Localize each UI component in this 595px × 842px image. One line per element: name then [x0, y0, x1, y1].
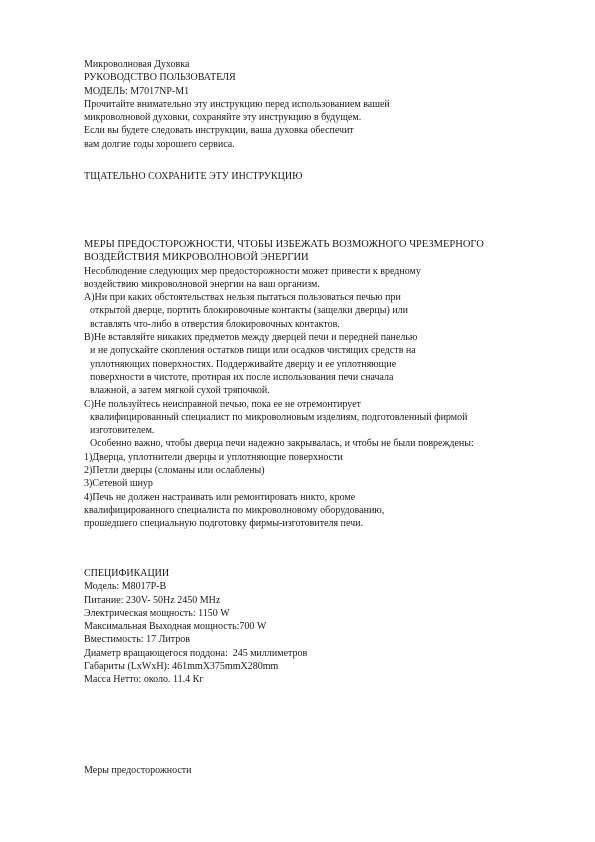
precautions-line: квалифицированного специалиста по микроволновому оборудованию,	[84, 504, 385, 516]
precautions-line: и не допускайте скопления остатков пищи или осадков чистящих средств на	[90, 345, 416, 357]
precautions-line: влажной, а затем мягкой сухой тряпочкой.	[90, 385, 270, 397]
spec-line: Вместимость: 17 Литров	[84, 634, 190, 646]
precautions-title-line: МЕРЫ ПРЕДОСТОРОЖНОСТИ, ЧТОБЫ ИЗБЕЖАТЬ ВОЗМОЖНОГО ЧРЕЗМЕРНОГО	[84, 239, 484, 250]
specs-title: СПЕЦИФИКАЦИИ	[84, 568, 170, 579]
precautions-title-line: ВОЗДЕЙСТВИЯ МИКРОВОЛНОВОЙ ЭНЕРГИИ	[84, 252, 309, 264]
precautions-line: вставлять что-либо в отверстия блокировочных контактов.	[90, 318, 340, 330]
header-line: Если вы будете следовать инструкции, ваша духовка обеспечит	[84, 125, 354, 137]
precautions-line: прошедшего специальную подготовку фирмы-изготовителя печи.	[84, 518, 364, 530]
spec-line: Электрическая мощность: 1150 W	[84, 607, 230, 619]
precautions-line: 4)Печь не должен настраивать или ремонтировать никто, кроме	[84, 491, 356, 503]
header-line: вам долгие годы хорошего сервиса.	[84, 138, 235, 150]
precautions-section	[84, 238, 574, 531]
specs-body	[84, 580, 574, 686]
save-notice: ТЩАТЕЛЬНО СОХРАНИТЕ ЭТУ ИНСТРУКЦИЮ	[84, 171, 303, 182]
spec-line: Габариты (LxWxH): 461mmX375mmX280mm	[84, 661, 279, 673]
precautions-line: Особенно важно, чтобы дверца печи надежно закрывалась, и чтобы не были повреждены:	[90, 438, 474, 450]
footer-heading: Меры предосторожности	[84, 765, 192, 776]
precautions-line: 1)Дверца, уплотнители дверцы и уплотняющие поверхности	[84, 451, 343, 463]
header-line: РУКОВОДСТВО ПОЛЬЗОВАТЕЛЯ	[84, 72, 236, 84]
spec-line: Модель: M8017P-B	[84, 581, 167, 593]
precautions-title	[84, 238, 574, 265]
precautions-line: воздействию микроволновой энергии на ваш организм.	[84, 278, 320, 290]
header-line: микроволновой духовки, сохраняйте эту инструкцию в будущем.	[84, 112, 362, 124]
spec-line: Масса Нетто: около. 11.4 Кг	[84, 674, 204, 686]
precautions-line: C)Не пользуйтесь неисправной печью, пока ее не отремонтирует	[84, 398, 361, 410]
spec-line: Диаметр вращающегося поддона: 245 миллиметров	[84, 647, 308, 659]
header-line: Микроволновая Духовка	[84, 59, 190, 70]
save-notice-section	[84, 170, 574, 183]
spec-line: Питание: 230V- 50Hz 2450 MHz	[84, 594, 221, 606]
header-section	[84, 58, 574, 151]
precautions-line: изготовителем.	[90, 425, 155, 437]
precautions-line: открытой дверце, портить блокировочные контакты (защелки дверцы) или	[90, 305, 409, 317]
specs-section	[84, 567, 574, 687]
precautions-line: B)Не вставляйте никаких предметов между дверцей печи и передней панелью	[84, 332, 418, 344]
precautions-line: A)Ни при каких обстоятельствах нельзя пытаться пользоваться печью при	[84, 292, 401, 304]
header-line: Прочитайте внимательно эту инструкцию перед использованием вашей	[84, 98, 390, 110]
header-line: МОДЕЛЬ: M7017NP-M1	[84, 85, 190, 97]
precautions-line: 2)Петли дверцы (сломаны или ослаблены)	[84, 465, 265, 477]
spec-line: Максимальная Выходная мощность:700 W	[84, 621, 267, 633]
precautions-line: поверхности в чистоте, протирая их после использования печи сначала	[90, 371, 394, 383]
precautions-body	[84, 265, 574, 531]
precautions-line: Несоблюдение следующих мер предосторожности может привести к вредному	[84, 265, 421, 277]
precautions-line: уплотняющих поверхностях. Поддерживайте дверцу и ее уплотняющие	[90, 358, 397, 370]
precautions-line: 3)Сетевой шнур	[84, 478, 153, 490]
footer-section	[84, 764, 574, 777]
precautions-line: квалифицированный специалист по микроволновым изделиям, подготовленный фирмой	[90, 411, 468, 423]
